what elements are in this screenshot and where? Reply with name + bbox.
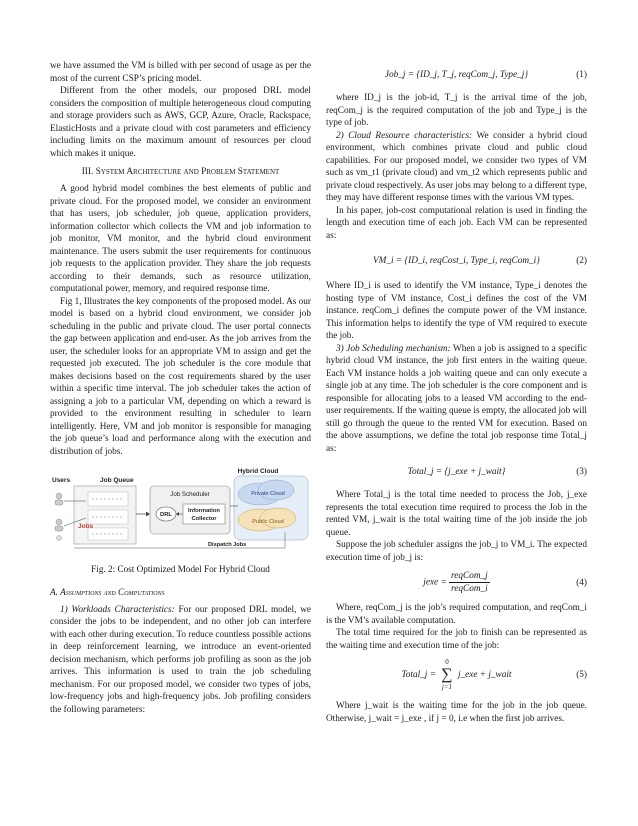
paragraph: Fig 1, Illustrates the key components of the proposed model. As our model is based on a hybrid cloud environment, we consider job scheduling in the public and private cloud. The user portal connects the gap between application and end-user. As the job arrives from the user, the scheduler looks for an appropriate VM to assign and get the requested job executed. The job scheduler is the core module that makes decisions based on the cost requirements shared by the user within a specific time interval. The job scheduler takes the action of assigning a job to a particular VM, depending on which a reward is provided to the environment resulting in scheduler to learn intelligently. Here, VM and job monitor is responsible for managing the job queue’s load and performance along with the execution and distribution of jobs. <box>50 296 311 457</box>
section-title: III. System Architecture and Problem Statement <box>81 167 280 177</box>
job-queue-label: Job Queue <box>100 477 134 484</box>
hybrid-cloud-label: Hybrid Cloud <box>237 468 279 475</box>
architecture-diagram <box>50 466 311 552</box>
figure-caption: Fig. 2: Cost Optimized Model For Hybrid Cloud <box>91 563 270 574</box>
paragraph: Where Total_j is the total time needed to process the Job, j_exe represents the total execution time required to process the Job in the rented VM, j_wait is the total waiting time of the job inside the job queue. <box>326 490 587 538</box>
svg-text:Private Cloud: Private Cloud <box>251 491 285 497</box>
paragraph: Suppose the job scheduler assigns the job_j to VM_i. The expected execution time of job_j is: <box>326 540 587 563</box>
left-column <box>50 60 311 716</box>
svg-text:Public Cloud: Public Cloud <box>252 519 284 525</box>
jobs-label: Jobs <box>78 523 94 530</box>
svg-text:Information: Information <box>188 508 220 514</box>
user-icon <box>55 493 63 541</box>
svg-text:DRL: DRL <box>160 512 172 518</box>
hybrid-cloud-area <box>234 476 308 540</box>
equation-5: Total_j = 0 ∑ j=1 j_exe + j_wait (5) <box>401 658 587 691</box>
paragraph: A good hybrid model combines the best elements of public and private cloud. For the proposed model, we consider an environment that has users, job scheduler, job queue, application providers, information collector which collects the VM and job information to job monitor, VM monitor, and the hybrid cloud environment maintenance. The users submit the user requirements for continuous job requests to the application provider. They share the job requests according to their demands, such as resource utilization, computational power, memory, and required response time. <box>50 184 311 294</box>
subsection-title: A. Assumptions and Computations <box>50 588 165 598</box>
paragraph: Where, reqCom_j is the job’s required computation, and reqCom_i is the VM’s available computation. <box>326 603 587 626</box>
job-scheduler-label: Job Scheduler <box>170 491 210 498</box>
paragraph: Different from the other models, our proposed DRL model considers the composition of multiple heterogeneous cloud computing and storage providers such as AWS, GCP, Azure, Oracle, Rackspace, ElasticHosts and a private cloud with cost parameters and efficiency including limits on the maximum amount of resources per cloud which makes it unique. <box>50 86 311 159</box>
paragraph: Where ID_i is used to identify the VM instance, Type_i denotes the hosting type of VM instance, Cost_i defines the cost of the VM instance. reqCom_i defines the compute power of the VM instance. This information helps to identify the type of VM required to execute the job. <box>326 281 587 341</box>
users-label: Users <box>52 477 71 484</box>
paragraph: we have assumed the VM is billed with per second of usage as per the most of the current CSP’s pricing model. <box>50 61 311 84</box>
paragraph: Where j_wait is the waiting time for the job in the job queue. Otherwise, j_wait = j_exe , if j = 0, i.e when the first job arrives. <box>326 701 587 724</box>
dispatch-jobs-label: Dispatch Jobs <box>208 542 247 548</box>
equation-2: VM_i = {ID_i, reqCost_i, Type_i, reqCom_i} (2) <box>373 256 587 266</box>
paragraph: where ID_j is the job-id, T_j is the arrival time of the job, reqCom_j is the required computation of the job and Type_j is the type of job. <box>326 93 587 128</box>
paragraph: In his paper, job-cost computational relation is used in finding the length and execution time of each job. Each VM can be represented as: <box>326 205 587 241</box>
equation-3: Total_j = {j_exe + j_wait} (3) <box>407 467 587 477</box>
right-column <box>326 60 587 725</box>
paragraph: The total time required for the job to finish can be represented as the waiting time and execution time of the job: <box>326 628 587 651</box>
svg-text:Collector: Collector <box>191 516 217 522</box>
equation-1: Job_j = {ID_j, T_j, reqCom_j, Type_j} (1) <box>384 70 587 80</box>
paragraph: 1) Workloads Characteristics: For our proposed DRL model, we consider the jobs to be independent, and no other job can interfere with each other during execution. To reduce countless possible actions in deep reinforcement learning, we introduce an event-oriented decision mechanism, which performs job profiling as soon as the job arrives. This information is used to train the job scheduling mechanism. For our proposed model, we consider two types of jobs, low-frequency jobs and high-frequency jobs. Job profiling considers the following parameters: <box>50 604 312 715</box>
paragraph: 2) Cloud Resource characteristics: We consider a hybrid cloud environment, which combines private cloud and public cloud capabilities. For our proposed model, we consider two types of VM such as vm_t1 (private cloud) and vm_t2 which represents public and private cloud respectively. As user jobs may belong to a different type, they may have different response times with the various VM types. <box>326 130 588 203</box>
paragraph: 3) Job Scheduling mechanism: When a job is assigned to a specific hybrid cloud VM instance, the job first enters in the waiting queue. Each VM instance holds a job waiting queue and can only execute a single job at any time. The job scheduler is the core component and is responsible for allocating jobs to a leased VM according to the end-user requirements. If the waiting queue is empty, the allocated job will still go through the queue to the rented VM for execution. Based on the above assumptions, we define the total job response time Total_j as: <box>326 343 588 454</box>
figure <box>50 466 311 575</box>
equation-4: jexe = $\frac{\text{reqCom\_j}}{\text{reqCom\_i}}$ (4) <box>423 571 587 594</box>
